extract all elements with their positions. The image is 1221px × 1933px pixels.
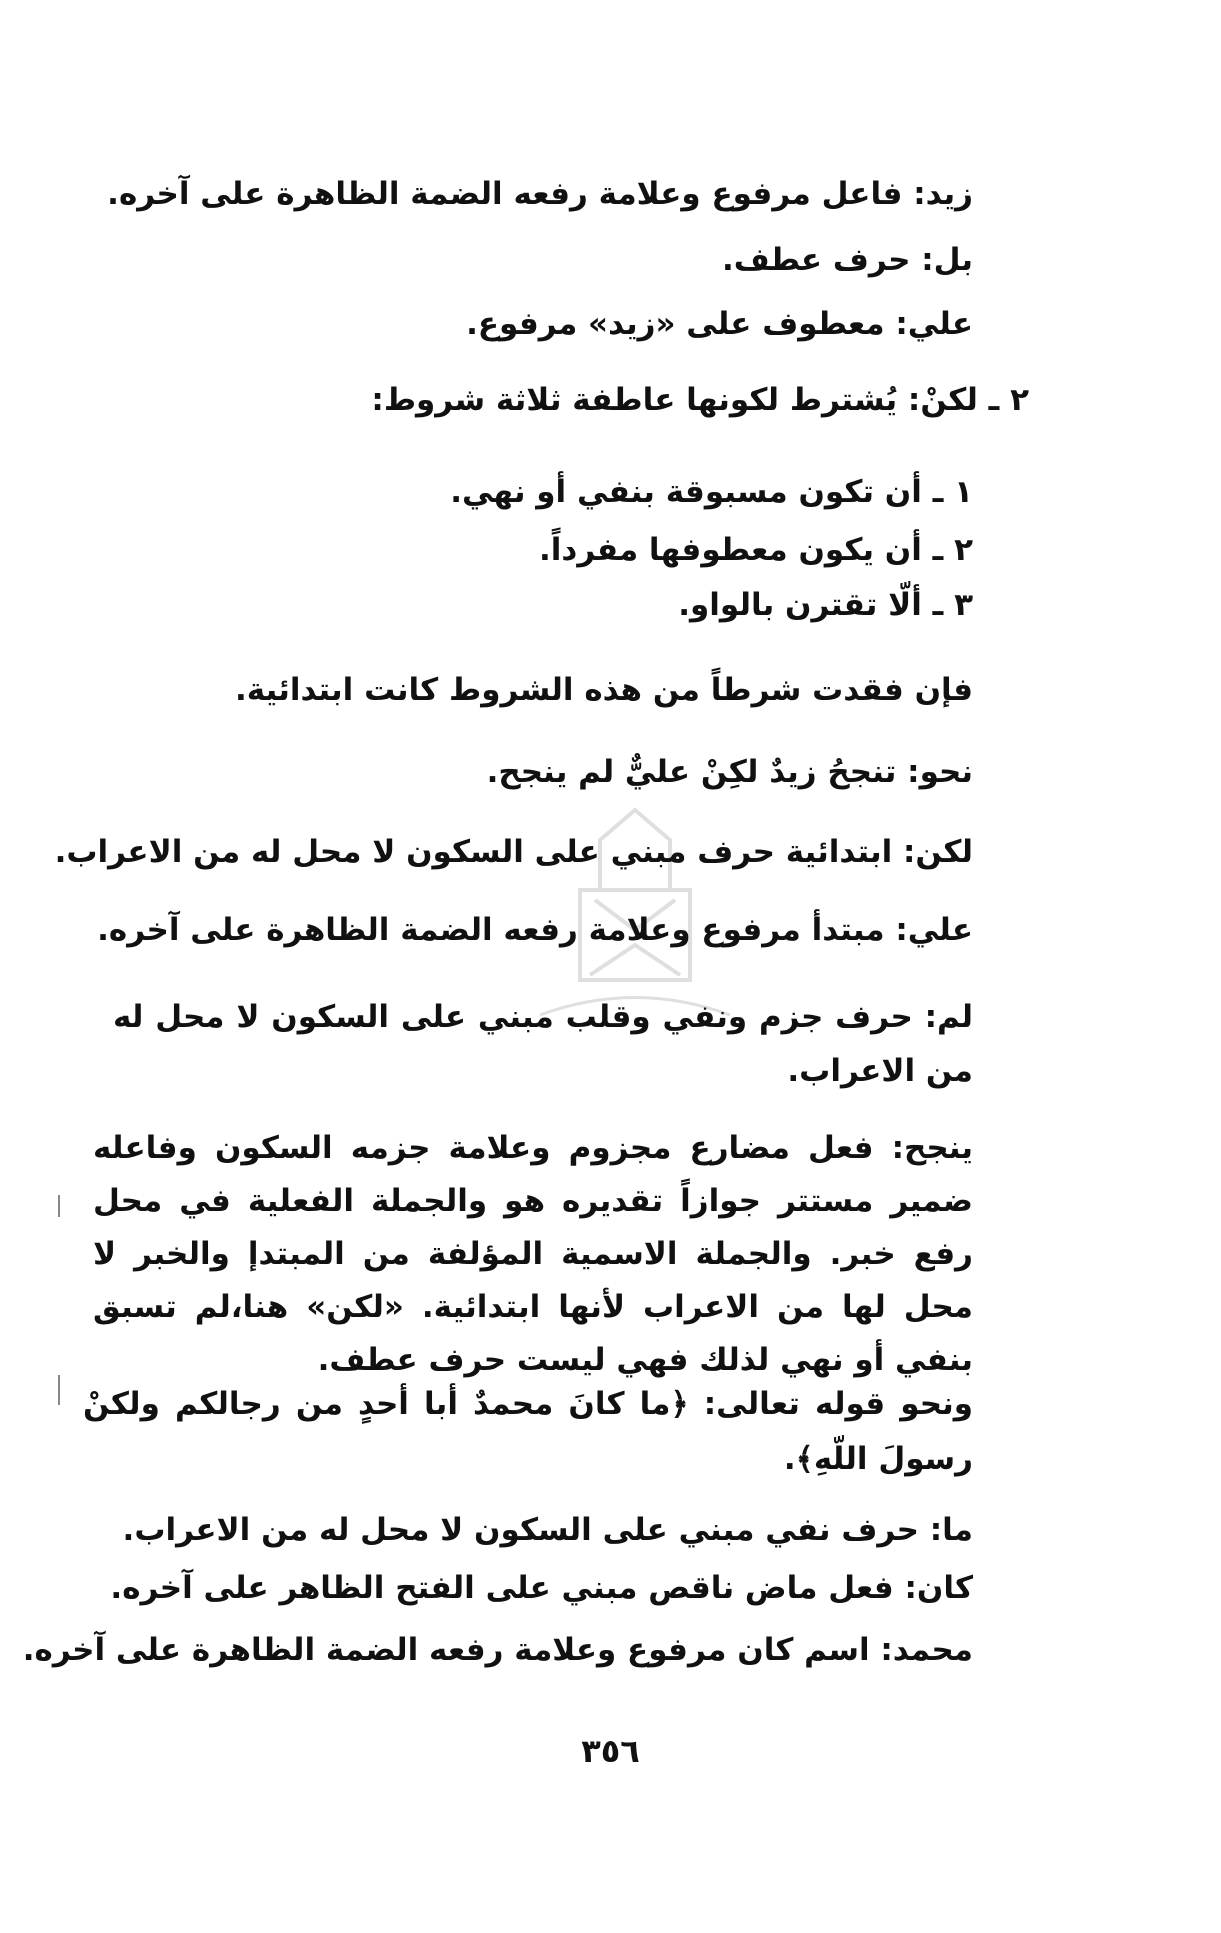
list-item: ٣ ـ ألّا تقترن بالواو.: [678, 587, 973, 623]
text-line: لكن: ابتدائية حرف مبني على السكون لا محل له من الاعراب.: [54, 834, 973, 870]
section-heading: ٢ ـ لكنْ: يُشترط لكونها عاطفة ثلاثة شروط:: [371, 382, 1029, 418]
text-paragraph: ينجح: فعل مضارع مجزوم وعلامة جزمه السكون وفاعله ضمير مستتر جوازاً تقديره هو والجملة الفعلية في محل رفع خبر. والجملة الاسمية المؤلفة من المبتدإ والخبر لا محل لها من الاعراب لأنها ابتدائية. «لكن» هنا،لم تسبق بنفي أو نهي لذلك فهي ليست حرف عطف.: [93, 1130, 973, 1378]
text-line: علي: مبتدأ مرفوع وعلامة رفعه الضمة الظاهرة على آخره.: [97, 912, 973, 948]
text-line: علي: معطوف على «زيد» مرفوع.: [466, 306, 973, 342]
example-line: نحو: تنجحُ زيدٌ لكِنْ عليٌّ لم ينجح.: [486, 754, 973, 790]
text-line: فإن فقدت شرطاً من هذه الشروط كانت ابتدائية.: [234, 672, 973, 708]
text-line: زيد: فاعل مرفوع وعلامة رفعه الضمة الظاهرة على آخره.: [107, 176, 973, 212]
text-line: محمد: اسم كان مرفوع وعلامة رفعه الضمة الظاهرة على آخره.: [22, 1632, 973, 1668]
list-item: ١ ـ أن تكون مسبوقة بنفي أو نهي.: [450, 474, 973, 510]
page-number: ٣٥٦: [581, 1732, 640, 1770]
text-paragraph: لم: حرف جزم ونفي وقلب مبني على السكون لا محل له من الاعراب.: [113, 999, 973, 1089]
text-line: بل: حرف عطف.: [722, 242, 973, 278]
text-line: ما: حرف نفي مبني على السكون لا محل له من الاعراب.: [122, 1512, 973, 1548]
list-item: ٢ ـ أن يكون معطوفها مفرداً.: [539, 532, 973, 568]
text-paragraph: ونحو قوله تعالى: ﴿ما كانَ محمدٌ أبا أحدٍ من رجالكم ولكنْ رسولَ اللّهِ﴾.: [83, 1386, 973, 1477]
scan-artifact: [58, 1195, 60, 1217]
text-line: كان: فعل ماض ناقص مبني على الفتح الظاهر على آخره.: [110, 1570, 973, 1606]
scan-artifact: [58, 1375, 60, 1405]
